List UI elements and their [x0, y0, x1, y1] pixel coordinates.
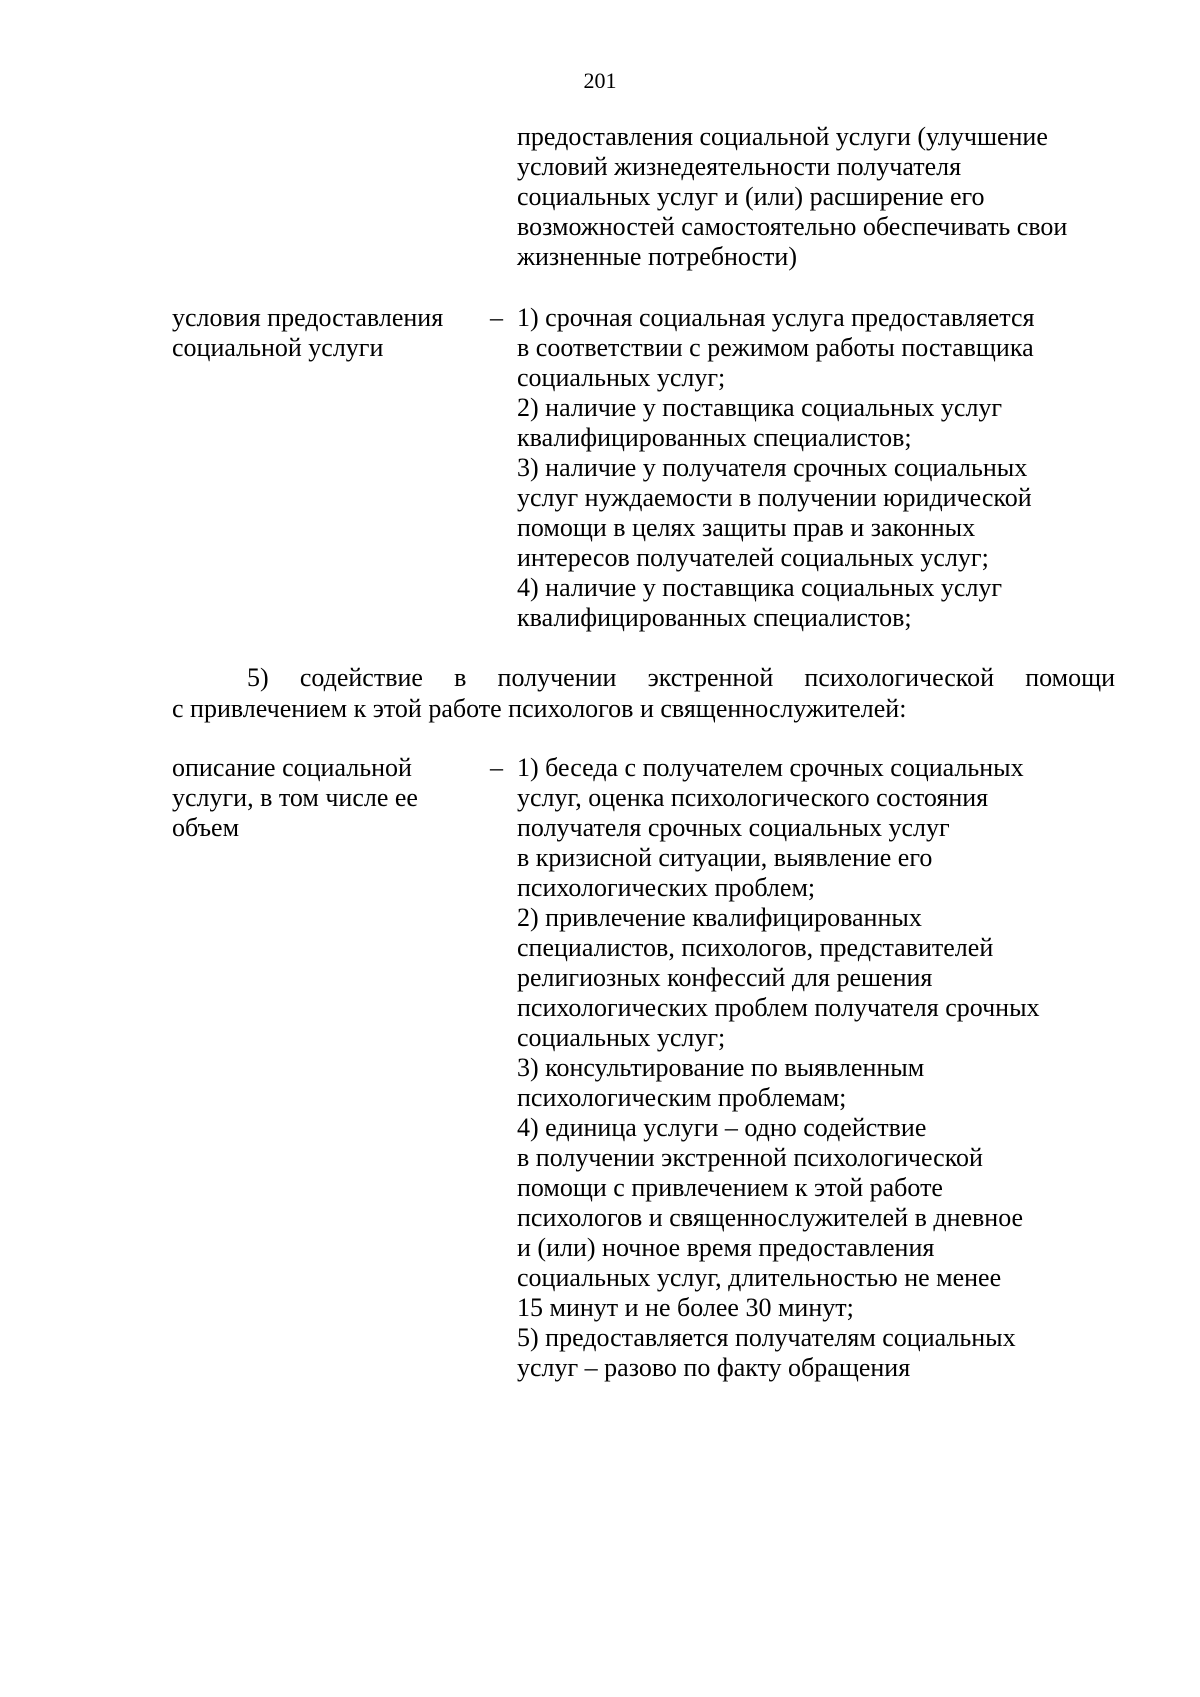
- text-line: помощи с привлечением к этой работе: [517, 1173, 943, 1202]
- item-5-line: с привлечением к этой работе психологов и священнослужителей:: [172, 694, 907, 723]
- conditions-value: [517, 303, 1117, 633]
- text-line: квалифицированных специалистов;: [517, 423, 912, 452]
- text-line: 4) единица услуги – одно содействие: [517, 1113, 927, 1142]
- text-line: услуг – разово по факту обращения: [517, 1353, 911, 1382]
- text-line: квалифицированных специалистов;: [517, 603, 912, 632]
- text-line: услуг нуждаемости в получении юридической: [517, 483, 1032, 512]
- text-line: услуг, оценка психологического состояния: [517, 783, 989, 812]
- text-line: 1) беседа с получателем срочных социальных: [517, 753, 1024, 782]
- text-line: получателя срочных социальных услуг: [517, 813, 950, 842]
- item-5-line: 5) содействие в получении экстренной психологической помощи: [247, 663, 1115, 692]
- conditions-label: [172, 303, 472, 363]
- text-line: 4) наличие у поставщика социальных услуг: [517, 573, 1003, 602]
- text-line: социальных услуг и (или) расширение его: [517, 182, 985, 211]
- text-line: интересов получателей социальных услуг;: [517, 543, 989, 572]
- text-line: в кризисной ситуации, выявление его: [517, 843, 933, 872]
- text-line: социальных услуг, длительностью не менее: [517, 1263, 1002, 1292]
- label-line: описание социальной: [172, 753, 412, 782]
- text-line: религиозных конфессий для решения: [517, 963, 933, 992]
- text-line: в получении экстренной психологической: [517, 1143, 983, 1172]
- text-line: психологических проблем получателя срочных: [517, 993, 1040, 1022]
- page-number: 201: [583, 68, 617, 93]
- text-line: 5) предоставляется получателям социальных: [517, 1323, 1016, 1352]
- text-line: социальных услуг;: [517, 363, 726, 392]
- text-line: 3) консультирование по выявленным: [517, 1053, 925, 1082]
- text-line: 3) наличие у получателя срочных социальных: [517, 453, 1028, 482]
- text-line: предоставления социальной услуги (улучшение: [517, 122, 1048, 151]
- continuation-text: [517, 122, 1117, 272]
- label-line: объем: [172, 813, 240, 842]
- text-line: специалистов, психологов, представителей: [517, 933, 994, 962]
- item-5-paragraph: [172, 662, 1115, 724]
- label-line: условия предоставления: [172, 303, 444, 332]
- description-label: [172, 753, 472, 843]
- dash-separator: –: [490, 753, 503, 782]
- label-line: услуги, в том числе ее: [172, 783, 418, 812]
- text-line: и (или) ночное время предоставления: [517, 1233, 935, 1262]
- text-line: 2) привлечение квалифицированных: [517, 903, 922, 932]
- text-line: 15 минут и не более 30 минут;: [517, 1293, 854, 1322]
- text-line: социальных услуг;: [517, 1023, 726, 1052]
- text-line: психологическим проблемам;: [517, 1083, 847, 1112]
- dash-separator: –: [490, 303, 503, 332]
- text-line: условий жизнедеятельности получателя: [517, 152, 962, 181]
- text-line: помощи в целях защиты прав и законных: [517, 513, 976, 542]
- label-line: социальной услуги: [172, 333, 384, 362]
- text-line: в соответствии с режимом работы поставщика: [517, 333, 1034, 362]
- text-line: психологов и священнослужителей в дневное: [517, 1203, 1024, 1232]
- text-line: 2) наличие у поставщика социальных услуг: [517, 393, 1003, 422]
- text-line: 1) срочная социальная услуга предоставляется: [517, 303, 1035, 332]
- description-value: [517, 753, 1117, 1383]
- text-line: возможностей самостоятельно обеспечивать свои: [517, 212, 1068, 241]
- text-line: жизненные потребности): [517, 242, 797, 271]
- text-line: психологических проблем;: [517, 873, 816, 902]
